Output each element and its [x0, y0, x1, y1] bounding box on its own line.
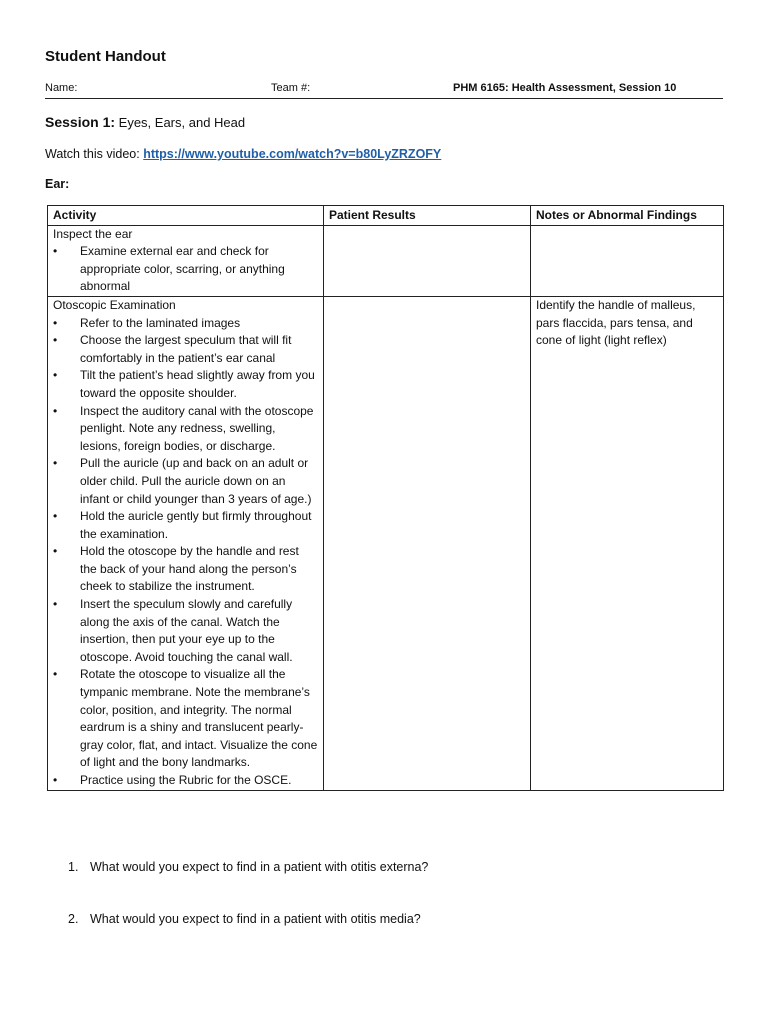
column-header-activity: Activity — [48, 206, 324, 226]
session-prefix: Session 1: — [45, 114, 116, 130]
bullet-item: • Practice using the Rubric for the OSCE. — [53, 772, 318, 790]
page-title: Student Handout — [45, 48, 166, 65]
bullet-item: • Hold the otoscope by the handle and rest the back of your hand along the person’s cheek to stabilize the instrument. — [53, 543, 318, 596]
bullet-item: • Examine external ear and check for appropriate color, scarring, or anything abnormal — [53, 243, 318, 296]
activity-title: Otoscopic Examination — [53, 297, 176, 312]
video-line — [45, 147, 441, 161]
question-2 — [68, 912, 421, 926]
bullet-list — [53, 243, 318, 296]
bullet-item: • Choose the largest speculum that will fit comfortably in the patient’s ear canal — [53, 332, 318, 367]
question-text: What would you expect to find in a patient with otitis media? — [90, 912, 421, 926]
table-row-inspect-ear — [48, 225, 724, 296]
section-label-ear: Ear: — [45, 177, 70, 191]
table-row-otoscopic-exam — [48, 296, 724, 790]
header-divider — [45, 98, 723, 99]
question-number: 1. — [68, 860, 79, 874]
video-label: Watch this video: — [45, 147, 140, 161]
question-number: 2. — [68, 912, 79, 926]
column-header-notes: Notes or Abnormal Findings — [531, 206, 724, 226]
bullet-item: • Rotate the otoscope to visualize all the tympanic membrane. Note the membrane’s color, position, and integrity. The normal eardrum is a shiny and translucent pearly-gray color, flat, and intact. Visualize the cone of light and the bony landmarks. — [53, 666, 318, 772]
activity-cell — [48, 296, 324, 790]
column-header-patient-results: Patient Results — [324, 206, 531, 226]
info-row — [45, 82, 723, 98]
bullet-list — [53, 315, 318, 790]
session-heading — [45, 114, 245, 130]
bullet-item: • Inspect the auditory canal with the otoscope penlight. Note any redness, swelling, lesions, foreign bodies, or discharge. — [53, 403, 318, 456]
bullet-item: • Insert the speculum slowly and carefully along the axis of the canal. Watch the insertion, then put your eye up to the otoscope. Avoid touching the canal wall. — [53, 596, 318, 666]
activity-cell — [48, 225, 324, 296]
activity-table — [47, 205, 724, 791]
activity-title: Inspect the ear — [53, 226, 133, 241]
notes-cell[interactable] — [531, 225, 724, 296]
bullet-item: • Tilt the patient’s head slightly away from you toward the opposite shoulder. — [53, 367, 318, 402]
bullet-item: • Pull the auricle (up and back on an adult or older child. Pull the auricle down on an infant or child younger than 3 years of age.) — [53, 455, 318, 508]
patient-results-cell[interactable] — [324, 225, 531, 296]
table-header-row — [48, 206, 724, 226]
question-text: What would you expect to find in a patient with otitis externa? — [90, 860, 429, 874]
name-label: Name: — [45, 82, 78, 94]
team-label: Team #: — [271, 82, 311, 94]
course-title: PHM 6165: Health Assessment, Session 10 — [453, 82, 677, 94]
bullet-item: • Hold the auricle gently but firmly throughout the examination. — [53, 508, 318, 543]
bullet-item: • Refer to the laminated images — [53, 315, 318, 333]
patient-results-cell[interactable] — [324, 296, 531, 790]
question-1 — [68, 860, 428, 874]
video-link[interactable]: https://www.youtube.com/watch?v=b80LyZRZOFY — [143, 147, 442, 161]
notes-cell[interactable]: Identify the handle of malleus, pars flaccida, pars tensa, and cone of light (light reflex) — [531, 296, 724, 790]
session-topic: Eyes, Ears, and Head — [118, 115, 246, 130]
